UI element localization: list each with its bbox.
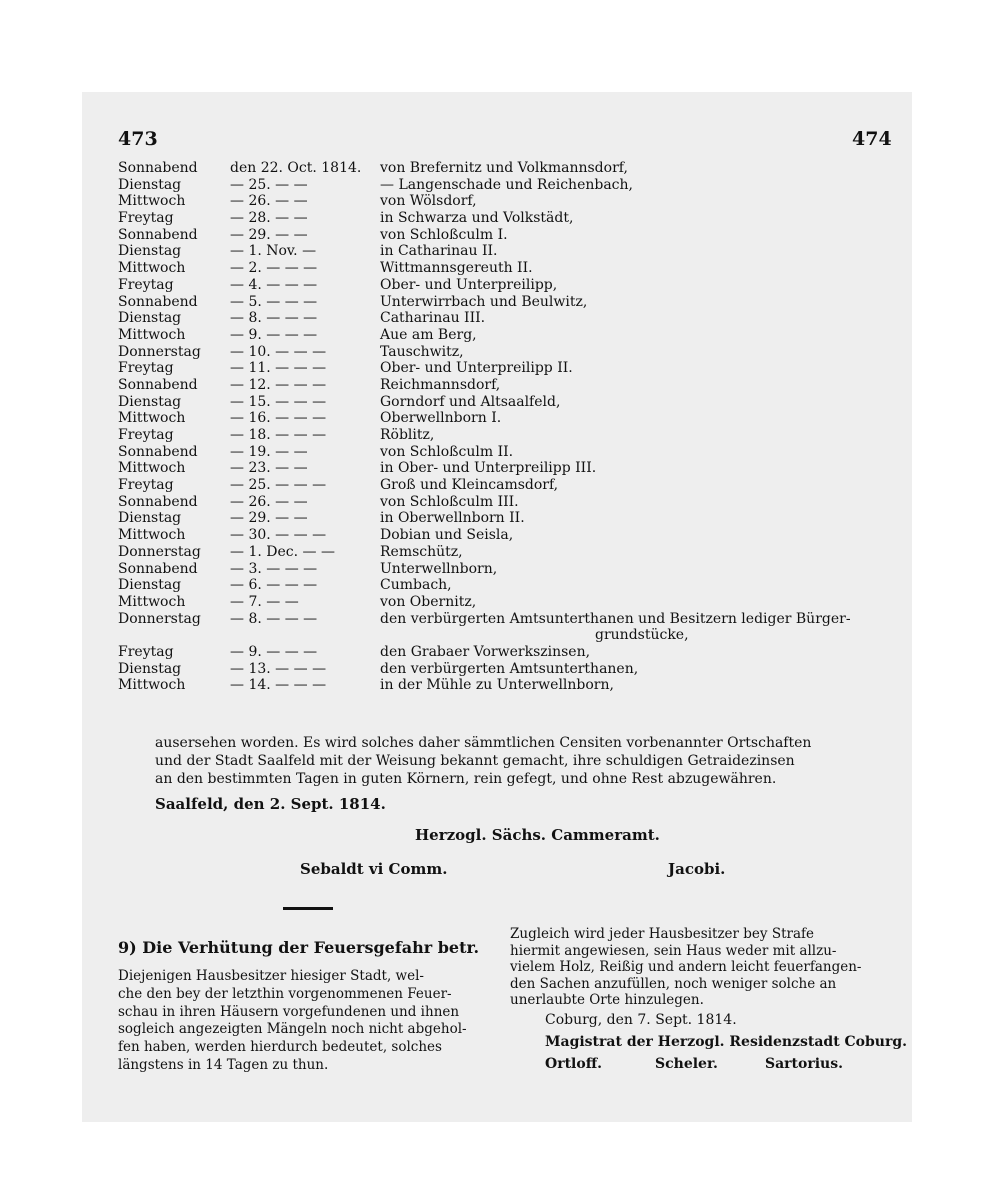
- schedule-day: Dienstag: [118, 660, 182, 677]
- schedule-row: [118, 644, 898, 661]
- schedule-place: Ober- und Unterpreilipp II.: [380, 360, 573, 377]
- schedule-date: — 7. — —: [230, 593, 299, 610]
- schedule-place: von Wölsdorf,: [380, 193, 477, 210]
- schedule-date: — 3. — — —: [230, 560, 318, 577]
- schedule-place: in Oberwellnborn II.: [380, 510, 525, 527]
- schedule-day: Dienstag: [118, 393, 182, 410]
- section-heading: 9) Die Verhütung der Feuersgefahr betr.: [118, 938, 480, 957]
- schedule-place: Wittmannsgereuth II.: [380, 260, 533, 277]
- schedule-day: Donnerstag: [118, 543, 201, 560]
- schedule-date: — 30. — — —: [230, 527, 327, 544]
- schedule-date: — 10. — — —: [230, 343, 327, 360]
- section-body: [118, 968, 493, 1075]
- schedule-date: den 22. Oct. 1814.: [230, 160, 362, 176]
- section-line: fen haben, werden hierdurch bedeutet, solches: [118, 1039, 442, 1056]
- schedule-day: Dienstag: [118, 510, 182, 527]
- schedule-row: [118, 327, 898, 344]
- closing-paragraph: [155, 734, 895, 788]
- schedule-place: Röblitz,: [380, 427, 435, 443]
- schedule-row: [118, 544, 898, 561]
- schedule-place: in Schwarza und Volkstädt,: [380, 210, 574, 227]
- schedule-date: — 8. — — —: [230, 610, 318, 627]
- schedule-day: Freytag: [118, 276, 174, 293]
- schedule-place: Cumbach,: [380, 577, 452, 594]
- schedule-date: — 8. — — —: [230, 310, 318, 327]
- schedule-place: den verbürgerten Amtsunterthanen,: [380, 660, 639, 677]
- right-column-line: Zugleich wird jeder Hausbesitzer bey Strafe: [510, 926, 815, 942]
- schedule-row: [118, 310, 898, 327]
- schedule-place: Dobian und Seisla,: [380, 527, 514, 544]
- schedule-place: Tauschwitz,: [380, 343, 464, 360]
- schedule-place: Gorndorf und Altsaalfeld,: [380, 393, 561, 410]
- schedule-date: — 19. — —: [230, 443, 308, 460]
- right-column-line: vielem Holz, Reißig und andern leicht feuerfangen-: [510, 959, 862, 975]
- schedule-continuation: grundstücke,: [595, 627, 689, 644]
- schedule-row: [118, 427, 898, 444]
- schedule-day: Sonnabend: [118, 443, 198, 460]
- issuing-authority: Herzogl. Sächs. Cammeramt.: [415, 826, 660, 844]
- schedule-day: Dienstag: [118, 243, 182, 260]
- schedule-place: von Brefernitz und Volkmannsdorf,: [380, 160, 628, 176]
- schedule-day: Sonnabend: [118, 226, 198, 243]
- schedule-day: Freytag: [118, 360, 174, 377]
- schedule-place: Reichmannsdorf,: [380, 376, 501, 393]
- magistrat-line: Magistrat der Herzogl. Residenzstadt Coburg.: [545, 1034, 908, 1050]
- schedule-row: [118, 227, 898, 244]
- schedule-place: den verbürgerten Amtsunterthanen und Besitzern lediger Bürger-: [380, 610, 851, 627]
- signature-left: Sebaldt vi Comm.: [300, 860, 448, 878]
- signature-right: Jacobi.: [668, 860, 726, 878]
- right-column-line: den Sachen anzufüllen, noch weniger solche an: [510, 975, 837, 992]
- schedule-day: Sonnabend: [118, 376, 198, 393]
- section-line: schau in ihren Häusern vorgefundenen und ihnen: [118, 1003, 460, 1020]
- schedule-date: — 25. — — —: [230, 477, 327, 494]
- schedule-row: [118, 344, 898, 361]
- closing-line: ausersehen worden. Es wird solches daher sämmtlichen Censiten vorbenannter Ortschaften: [155, 735, 812, 751]
- schedule-date: — 26. — —: [230, 493, 308, 510]
- schedule-date: — 29. — —: [230, 226, 308, 243]
- schedule-day: Mittwoch: [118, 677, 186, 694]
- right-column-line: unerlaubte Orte hinzulegen.: [510, 992, 704, 1008]
- section-line: Diejenigen Hausbesitzer hiesiger Stadt, wel-: [118, 968, 424, 984]
- schedule-row: [118, 460, 898, 477]
- schedule-day: Freytag: [118, 477, 174, 494]
- schedule-day: Sonnabend: [118, 560, 198, 577]
- schedule-date: — 15. — — —: [230, 393, 327, 410]
- schedule-date: — 5. — — —: [230, 293, 318, 310]
- schedule-date: — 25. — —: [230, 176, 308, 193]
- schedule-date: — 14. — — —: [230, 677, 327, 694]
- schedule-day: Mittwoch: [118, 410, 186, 427]
- schedule-row: [118, 444, 898, 461]
- schedule-row: [118, 627, 898, 644]
- schedule-date: — 6. — — —: [230, 577, 318, 594]
- schedule-place: von Schloßculm II.: [380, 443, 514, 460]
- schedule-day: Donnerstag: [118, 610, 201, 627]
- closing-line: an den bestimmten Tagen in guten Körnern, rein gefegt, und ohne Rest abzugewähren.: [155, 771, 777, 787]
- schedule-day: Mittwoch: [118, 326, 186, 343]
- schedule-row: [118, 577, 898, 594]
- schedule-date: — 12. — — —: [230, 376, 327, 393]
- schedule-row: [118, 611, 898, 628]
- schedule-place: Ober- und Unterpreilipp,: [380, 276, 558, 293]
- closing-line: und der Stadt Saalfeld mit der Weisung bekannt gemacht, ihre schuldigen Getraidezinsen: [155, 753, 795, 769]
- schedule-day: Dienstag: [118, 577, 182, 594]
- schedule-date: — 9. — — —: [230, 326, 318, 343]
- page-number-left: 473: [118, 128, 158, 150]
- schedule-day: Mittwoch: [118, 527, 186, 544]
- schedule-row: [118, 193, 898, 210]
- schedule-place: Oberwellnborn I.: [380, 410, 502, 427]
- schedule-row: [118, 260, 898, 277]
- schedule-row: [118, 410, 898, 427]
- schedule-day: Freytag: [118, 210, 174, 227]
- schedule-place: Catharinau III.: [380, 310, 486, 327]
- schedule-row: [118, 510, 898, 527]
- signature-name: Sartorius.: [765, 1056, 843, 1072]
- collection-schedule: [118, 160, 898, 694]
- schedule-day: Mittwoch: [118, 260, 186, 277]
- schedule-place: von Schloßculm III.: [380, 493, 519, 510]
- schedule-date: — 18. — — —: [230, 427, 327, 443]
- schedule-place: in Ober- und Unterpreilipp III.: [380, 460, 597, 477]
- schedule-row: [118, 210, 898, 227]
- schedule-date: — 2. — — —: [230, 260, 318, 277]
- schedule-place: Remschütz,: [380, 543, 463, 560]
- schedule-place: — Langenschade und Reichenbach,: [380, 176, 633, 193]
- section-line: che den bey der letzthin vorgenommenen Feuer-: [118, 985, 452, 1002]
- schedule-date: — 4. — — —: [230, 276, 318, 293]
- schedule-day: Mittwoch: [118, 593, 186, 610]
- schedule-place: Groß und Kleincamsdorf,: [380, 477, 559, 494]
- schedule-place: von Schloßculm I.: [380, 226, 508, 243]
- schedule-place: Unterwirrbach und Beulwitz,: [380, 293, 588, 310]
- schedule-place: in der Mühle zu Unterwellnborn,: [380, 677, 614, 694]
- schedule-place: von Obernitz,: [380, 593, 477, 610]
- schedule-row: [118, 494, 898, 511]
- schedule-row: [118, 661, 898, 678]
- schedule-date: — 1. Nov. —: [230, 243, 317, 260]
- right-dateline: Coburg, den 7. Sept. 1814.: [545, 1012, 737, 1028]
- schedule-date: — 11. — — —: [230, 360, 327, 377]
- schedule-date: — 9. — — —: [230, 643, 318, 660]
- schedule-day: Dienstag: [118, 176, 182, 193]
- schedule-date: — 23. — —: [230, 460, 308, 477]
- section-line: längstens in 14 Tagen zu thun.: [118, 1056, 329, 1073]
- section-divider: [283, 907, 333, 910]
- schedule-place: Aue am Berg,: [380, 326, 477, 343]
- schedule-row: [118, 277, 898, 294]
- schedule-row: [118, 243, 898, 260]
- schedule-day: Sonnabend: [118, 293, 198, 310]
- dateline: Saalfeld, den 2. Sept. 1814.: [155, 795, 386, 813]
- schedule-day: Donnerstag: [118, 343, 201, 360]
- section-line: sogleich angezeigten Mängeln noch nicht abgehol-: [118, 1021, 467, 1038]
- schedule-day: Sonnabend: [118, 493, 198, 510]
- schedule-date: — 29. — —: [230, 510, 308, 527]
- schedule-day: Dienstag: [118, 310, 182, 327]
- signature-name: Ortloff.: [545, 1056, 603, 1072]
- schedule-day: Freytag: [118, 427, 174, 443]
- signature-name: Scheler.: [655, 1056, 718, 1072]
- schedule-place: den Grabaer Vorwerkszinsen,: [380, 643, 591, 660]
- schedule-row: [118, 561, 898, 578]
- schedule-date: — 26. — —: [230, 193, 308, 210]
- schedule-date: — 16. — — —: [230, 410, 327, 427]
- schedule-row: [118, 177, 898, 194]
- schedule-row: [118, 527, 898, 544]
- right-column-line: hiermit angewiesen, sein Haus weder mit allzu-: [510, 942, 837, 959]
- schedule-place: Unterwellnborn,: [380, 560, 498, 577]
- schedule-day: Mittwoch: [118, 460, 186, 477]
- schedule-date: — 1. Dec. — —: [230, 543, 335, 560]
- schedule-place: in Catharinau II.: [380, 243, 498, 260]
- schedule-row: [118, 477, 898, 494]
- schedule-date: — 13. — — —: [230, 660, 327, 677]
- schedule-date: — 28. — —: [230, 210, 308, 227]
- schedule-row: [118, 377, 898, 394]
- right-column-body: [510, 926, 888, 1009]
- schedule-row: [118, 360, 898, 377]
- schedule-day: Mittwoch: [118, 193, 186, 210]
- schedule-row: [118, 394, 898, 411]
- schedule-day: Freytag: [118, 643, 174, 660]
- schedule-day: Sonnabend: [118, 160, 198, 176]
- page-number-right: 474: [852, 128, 892, 150]
- schedule-row: [118, 677, 898, 694]
- schedule-row: [118, 160, 898, 177]
- schedule-row: [118, 294, 898, 311]
- schedule-row: [118, 594, 898, 611]
